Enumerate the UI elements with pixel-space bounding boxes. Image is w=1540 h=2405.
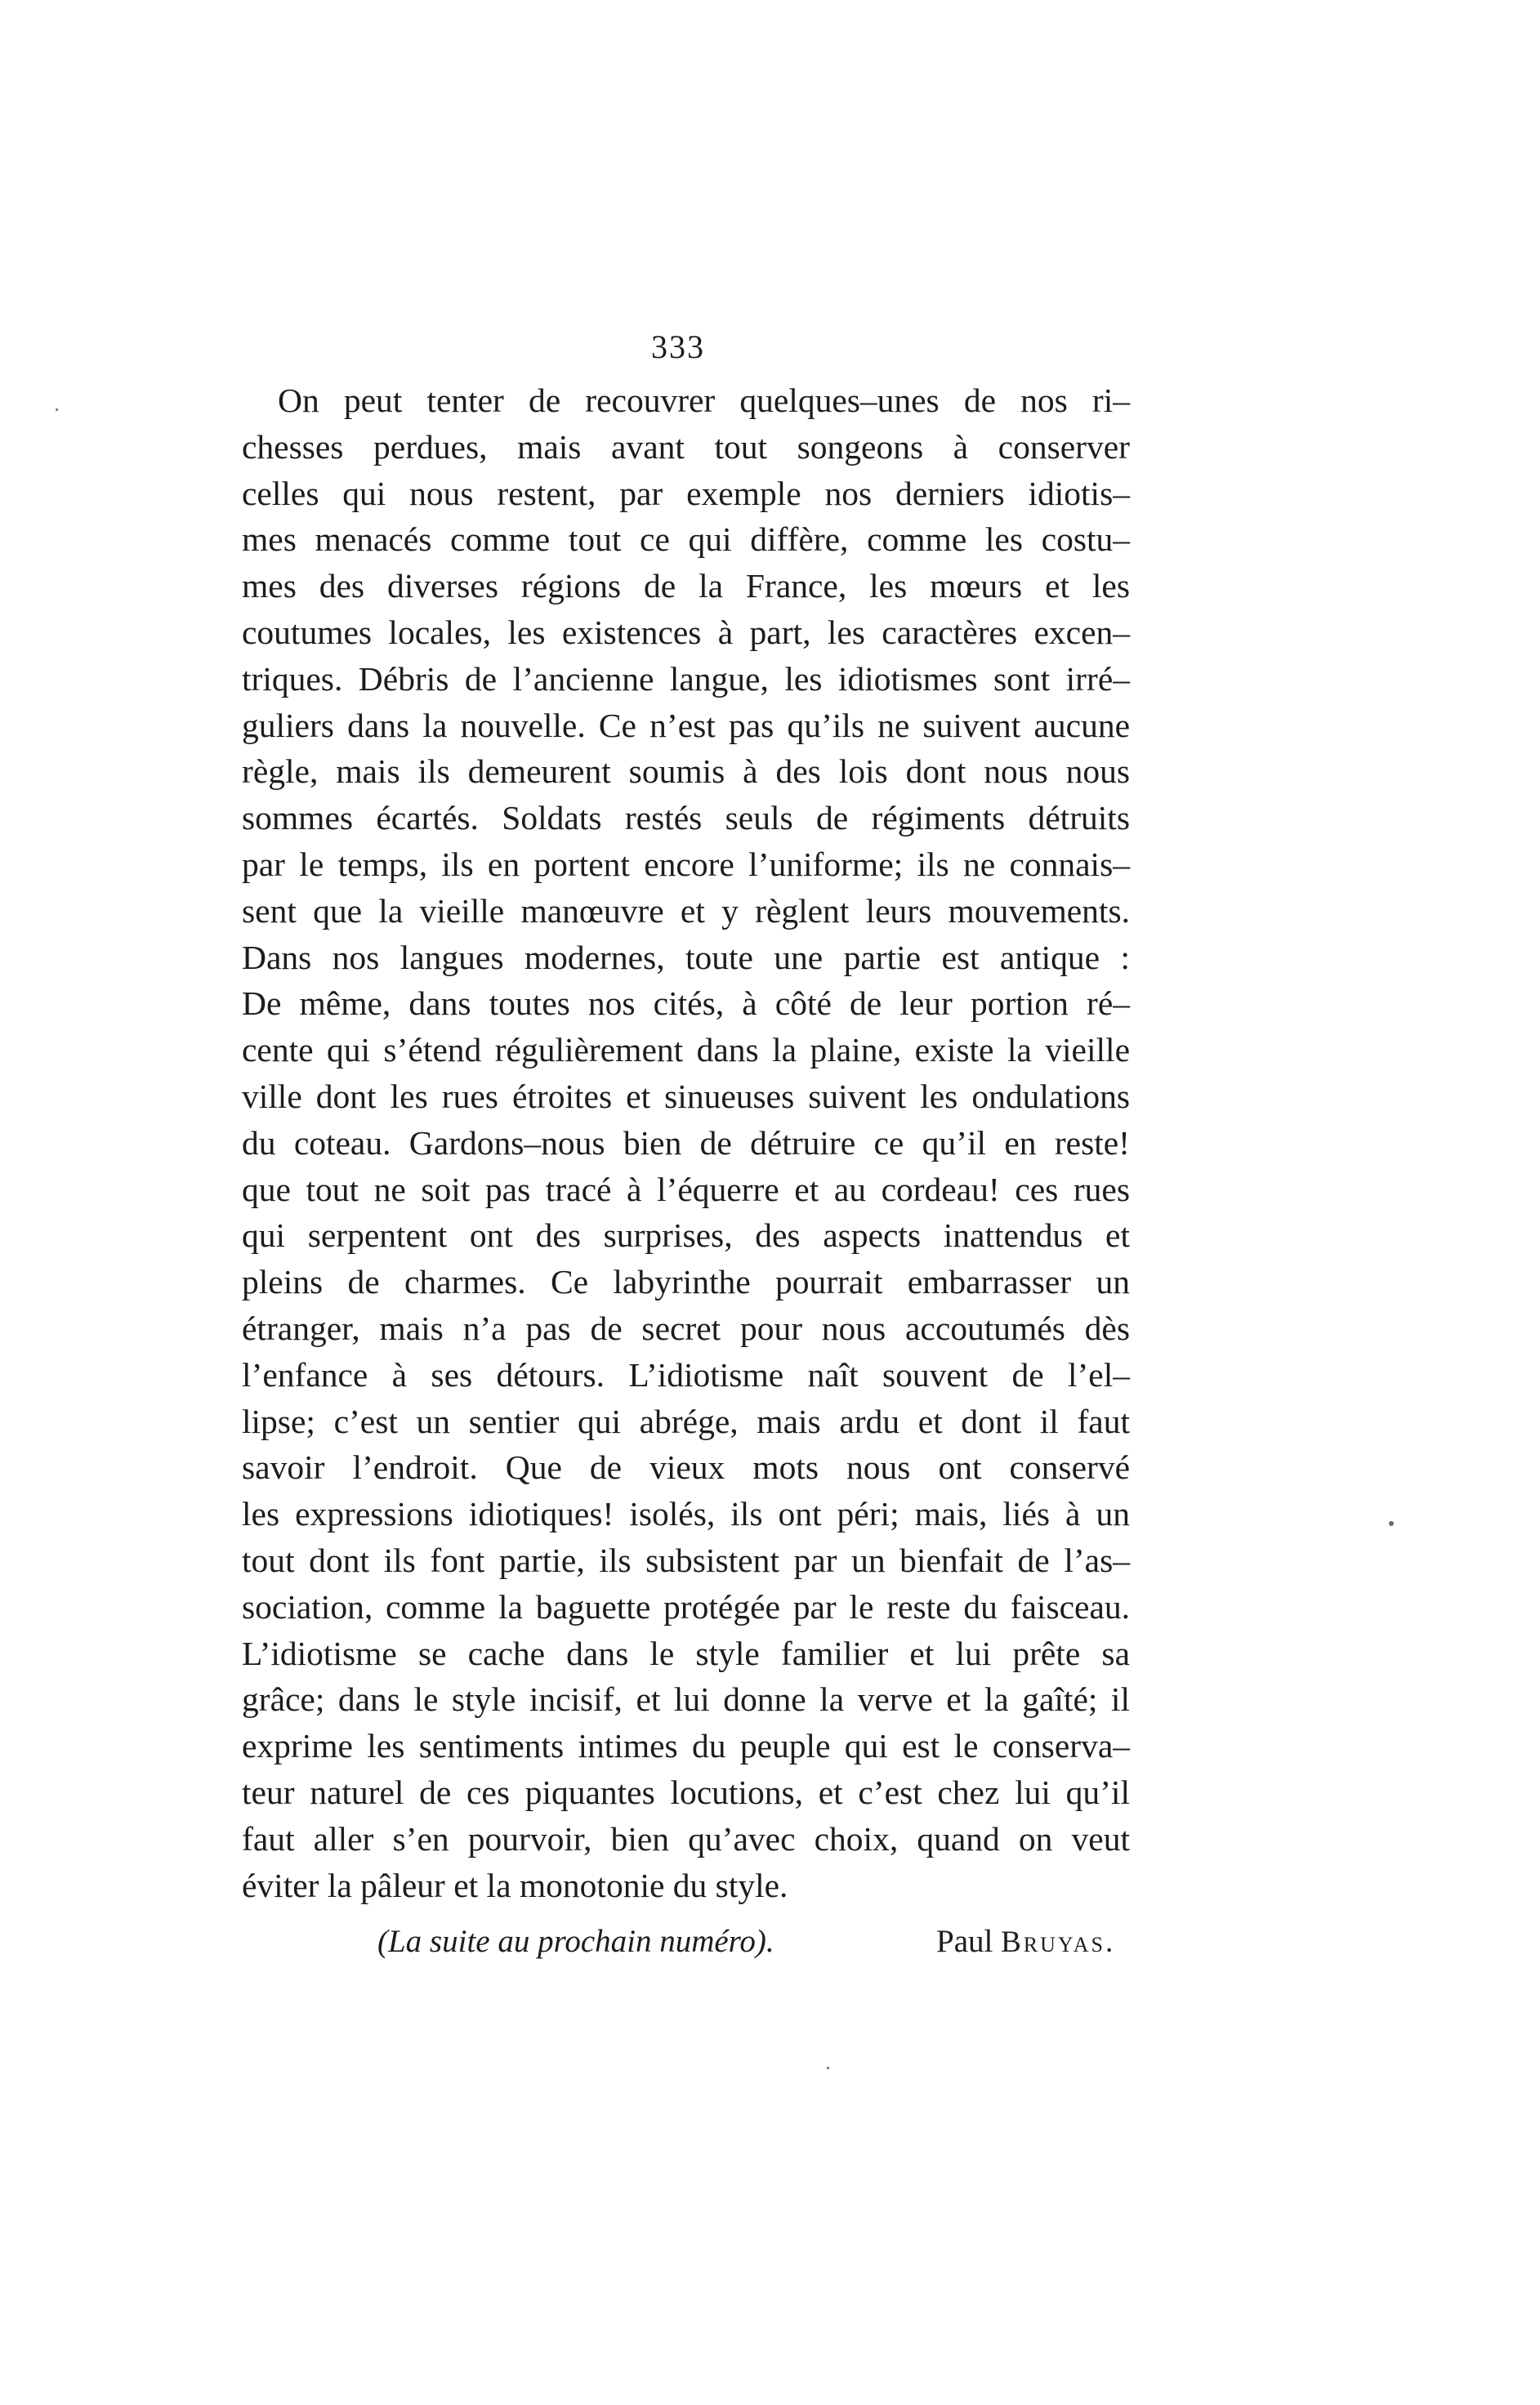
author-last-name: Bruyas. bbox=[1001, 1925, 1116, 1959]
text-line: coutumes locales, les existences à part, les caractères excen– bbox=[242, 613, 1130, 651]
author-signature bbox=[936, 1921, 1115, 1963]
text-line: chesses perdues, mais avant tout songeons à conserver bbox=[242, 427, 1130, 466]
text-line: que tout ne soit pas tracé à l’équerre et au cordeau! ces rues bbox=[242, 1170, 1130, 1208]
print-speck bbox=[56, 408, 58, 411]
page-number: 333 bbox=[651, 328, 705, 365]
text-line: Dans nos langues modernes, toute une partie est antique : bbox=[242, 938, 1130, 976]
continuation-note: (La suite au prochain numéro). bbox=[377, 1924, 774, 1959]
text-line: ville dont les rues étroites et sinueuses suivent les ondulations bbox=[242, 1077, 1130, 1115]
text-line: triques. Débris de l’ancienne langue, les idiotismes sont irré– bbox=[242, 659, 1130, 698]
text-line: cente qui s’étend régulièrement dans la plaine, existe la vieille bbox=[242, 1031, 1130, 1069]
text-line: On peut tenter de recouvrer quelques–unes de nos ri– bbox=[278, 381, 1130, 419]
text-line: règle, mais ils demeurent soumis à des lois dont nous nous bbox=[242, 752, 1130, 791]
text-line: par le temps, ils en portent encore l’uniforme; ils ne connais– bbox=[242, 845, 1130, 883]
text-line: L’idiotisme se cache dans le style familier et lui prête sa bbox=[242, 1634, 1130, 1672]
text-line: celles qui nous restent, par exemple nos derniers idiotis– bbox=[242, 474, 1130, 512]
text-line: lipse; c’est un sentier qui abrége, mais ardu et dont il faut bbox=[242, 1402, 1130, 1440]
text-line: sociation, comme la baguette protégée par le reste du faisceau. bbox=[242, 1587, 1130, 1626]
text-line: les expressions idiotiques! isolés, ils ont péri; mais, liés à un bbox=[242, 1495, 1130, 1533]
text-line: sommes écartés. Soldats restés seuls de régiments détruits bbox=[242, 799, 1130, 837]
text-line: du coteau. Gardons–nous bien de détruire ce qu’il en reste! bbox=[242, 1123, 1130, 1162]
text-line: guliers dans la nouvelle. Ce n’est pas qu’ils ne suivent aucune bbox=[242, 706, 1130, 744]
text-line: savoir l’endroit. Que de vieux mots nous ont conservé bbox=[242, 1448, 1130, 1487]
text-line: étranger, mais n’a pas de secret pour nous accoutumés dès bbox=[242, 1309, 1130, 1347]
text-line: tout dont ils font partie, ils subsistent par un bienfait de l’as– bbox=[242, 1541, 1130, 1579]
text-line: mes menacés comme tout ce qui diffère, comme les costu– bbox=[242, 520, 1130, 559]
body-text bbox=[242, 377, 1130, 1908]
text-line: sent que la vieille manœuvre et y règlent leurs mouvements. bbox=[242, 891, 1130, 930]
text-line: faut aller s’en pourvoir, bien qu’avec choix, quand on veut bbox=[242, 1819, 1130, 1858]
text-line: pleins de charmes. Ce labyrinthe pourrait embarrasser un bbox=[242, 1263, 1130, 1301]
text-line: exprime les sentiments intimes du peuple qui est le conserva– bbox=[242, 1727, 1130, 1765]
text-line: mes des diverses régions de la France, les mœurs et les bbox=[242, 567, 1130, 605]
text-line: De même, dans toutes nos cités, à côté de leur portion ré– bbox=[242, 984, 1130, 1023]
print-speck bbox=[1389, 1521, 1394, 1526]
text-line: éviter la pâleur et la monotonie du style. bbox=[242, 1866, 788, 1904]
text-line: teur naturel de ces piquantes locutions, et c’est chez lui qu’il bbox=[242, 1773, 1130, 1811]
print-speck bbox=[827, 2067, 829, 2069]
text-line: qui serpentent ont des surprises, des aspects inattendus et bbox=[242, 1216, 1130, 1255]
author-first-name: Paul bbox=[936, 1924, 993, 1959]
text-line: l’enfance à ses détours. L’idiotisme naît souvent de l’el– bbox=[242, 1355, 1130, 1394]
text-line: grâce; dans le style incisif, et lui donne la verve et la gaîté; il bbox=[242, 1680, 1130, 1719]
